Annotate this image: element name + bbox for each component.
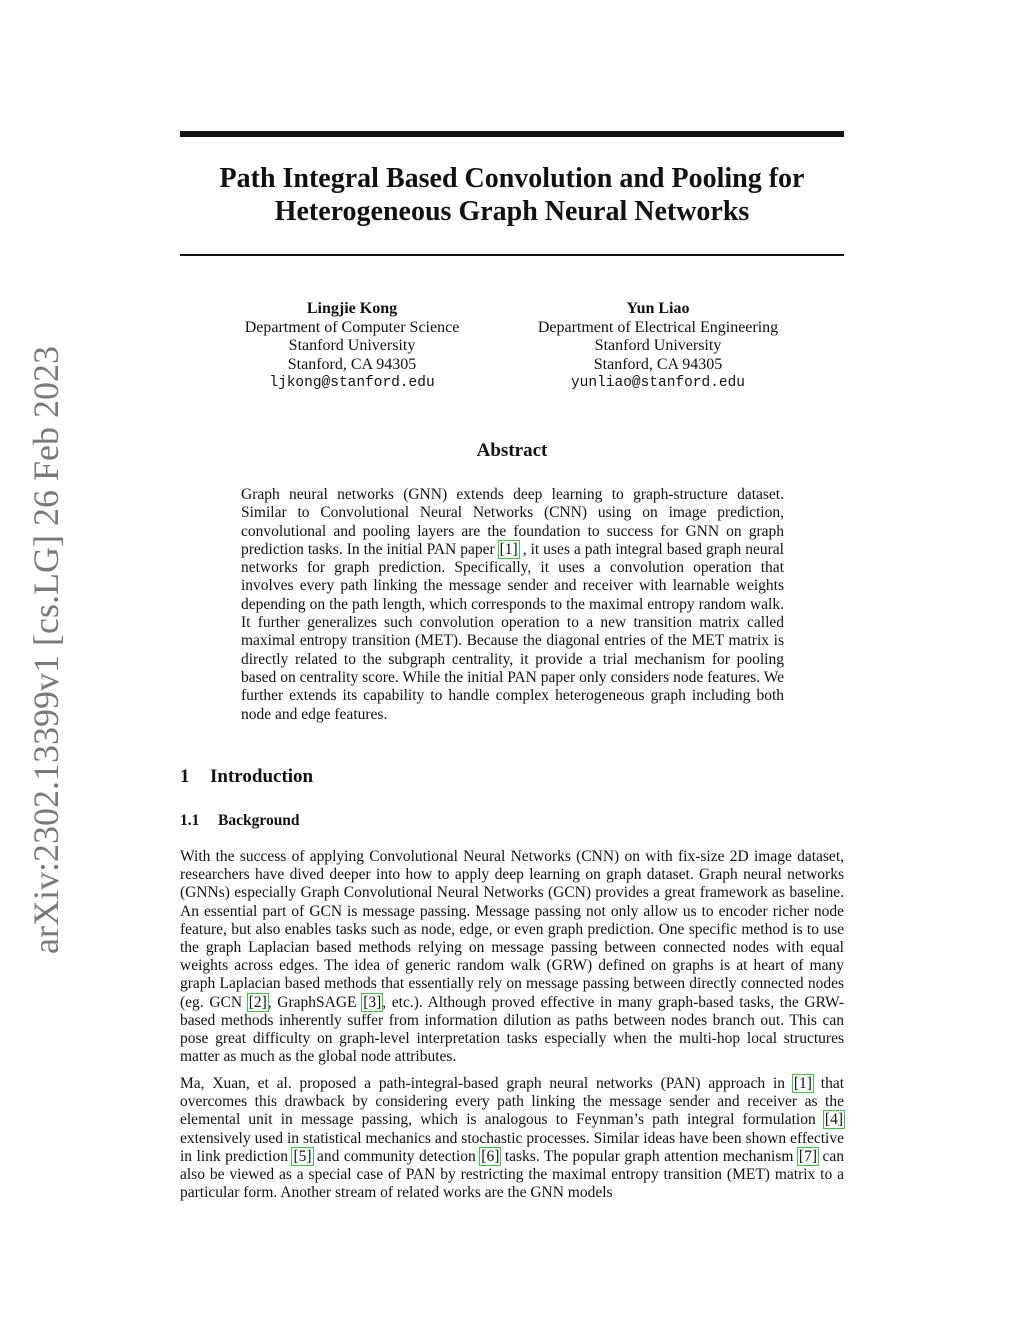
paragraph-text: , GraphSAGE bbox=[267, 993, 363, 1011]
abstract-heading: Abstract bbox=[476, 440, 548, 461]
subsection-number: 1.1 bbox=[180, 812, 200, 829]
author-email[interactable]: yunliao@stanford.edu bbox=[570, 375, 746, 391]
section-number: 1 bbox=[180, 766, 190, 787]
author-location: Stanford, CA 94305 bbox=[287, 355, 417, 373]
author-name: Lingjie Kong bbox=[306, 300, 398, 317]
abstract-text: Graph neural networks (GNN) extends deep learning to graph-structure dataset. Similar to Convolutional Neural Networks (CNN) using on image prediction, convolutional and pooling layers are the foundation to success for GNN on graph prediction tasks. In the initial PAN paper bbox=[241, 486, 784, 558]
arxiv-identifier-stamp bbox=[20, 346, 72, 954]
paragraph-text: can also be viewed as a special case of PAN by restricting the maximal entropy transition (MET) matrix to a particular form. Another stream of related works are the GNN models bbox=[180, 1147, 844, 1202]
paragraph-text: tasks. The popular graph attention mechanism bbox=[500, 1147, 798, 1165]
paragraph-text: Ma, Xuan, et al. proposed a path-integral-based graph neural networks (PAN) approach in bbox=[180, 1075, 793, 1092]
section-title: Introduction bbox=[210, 766, 314, 787]
paragraph-text: With the success of applying Convolutional Neural Networks (CNN) on with fix-size 2D image dataset, researchers have dived deeper into how to apply deep learning on graph dataset. Graph neural networks (GNNs) especially Graph Convolutional Neural Networks (GCN) provides a great framework as baseline. An essential part of GCN is message passing. Message passing not only allow us to encoder richer node feature, but also enables tasks such as node, edge, or even graph prediction. One specific method is to use the graph Laplacian based methods relying on message passing between connected nodes with equal weights across edges. The idea of generic random walk (GRW) defined on graphs is at heart of many graph Laplacian based methods that essentially rely on message passing between directly connected nodes (eg. GCN bbox=[180, 848, 844, 1011]
author-department: Department of Electrical Engineering bbox=[537, 318, 779, 336]
abstract-body bbox=[241, 486, 784, 724]
arxiv-identifier-text: arXiv:2302.13399v1 [cs.LG] 26 Feb 2023 bbox=[26, 346, 67, 954]
citation-link[interactable]: [6] bbox=[481, 1147, 500, 1165]
author-block-2 bbox=[520, 300, 796, 393]
subsection-heading bbox=[180, 812, 300, 830]
author-block-1 bbox=[226, 300, 478, 393]
body-paragraph-2 bbox=[180, 1075, 844, 1202]
citation-link[interactable]: [5] bbox=[293, 1147, 312, 1165]
citation-link[interactable]: [7] bbox=[798, 1147, 817, 1165]
citation-link[interactable]: [2] bbox=[248, 993, 267, 1011]
author-university: Stanford University bbox=[594, 337, 722, 354]
citation-link[interactable]: [1] bbox=[499, 540, 518, 558]
author-name: Yun Liao bbox=[626, 300, 690, 317]
citation-link[interactable]: [3] bbox=[363, 993, 382, 1011]
paper-title: Path Integral Based Convolution and Pooling for Heterogeneous Graph Neural Networks bbox=[219, 163, 805, 227]
body-paragraph-1 bbox=[180, 848, 844, 1066]
citation-link[interactable]: [4] bbox=[824, 1111, 843, 1129]
paragraph-text: and community detection bbox=[312, 1147, 481, 1165]
author-university: Stanford University bbox=[288, 337, 416, 354]
citation-link[interactable]: [1] bbox=[793, 1075, 812, 1092]
subsection-title: Background bbox=[218, 812, 300, 829]
section-heading bbox=[180, 766, 313, 788]
title-bottom-rule bbox=[180, 254, 844, 256]
author-email[interactable]: ljkong@stanford.edu bbox=[269, 375, 435, 391]
paragraph-text: extensively used in statistical mechanics and stochastic processes. Similar ideas have been shown effective in link prediction bbox=[180, 1129, 844, 1165]
abstract-text: , it uses a path integral based graph neural networks for graph prediction. Specifically, it uses a convolution operation that involves every path linking the message sender and receiver with learnable weights depending on the path length, which corresponds to the maximal entropy random walk. It further generalizes such convolution operation to a new transition matrix called maximal entropy transition (MET). Because the diagonal entries of the MET matrix is directly related to the subgraph centrality, it provide a trial mechanism for pooling based on centrality score. While the initial PAN paper only considers node features. We further extends its capability to handle complex heterogeneous graph including both node and edge features. bbox=[241, 540, 784, 723]
paragraph-text: that overcomes this drawback by considering every path linking the message sender and receiver as the elemental unit in message passing, which is analogous to Feynman’s path integral formulation bbox=[180, 1075, 845, 1129]
author-location: Stanford, CA 94305 bbox=[593, 355, 723, 373]
paragraph-text: , etc.). Although proved effective in many graph-based tasks, the GRW-based methods inherently suffer from information dilution as paths between nodes branch out. This can pose great difficulty on graph-level interpretation tasks especially when the multi-hop local structures matter as much as the global node attributes. bbox=[180, 993, 844, 1066]
author-department: Department of Computer Science bbox=[244, 318, 460, 336]
title-top-rule bbox=[180, 131, 844, 137]
